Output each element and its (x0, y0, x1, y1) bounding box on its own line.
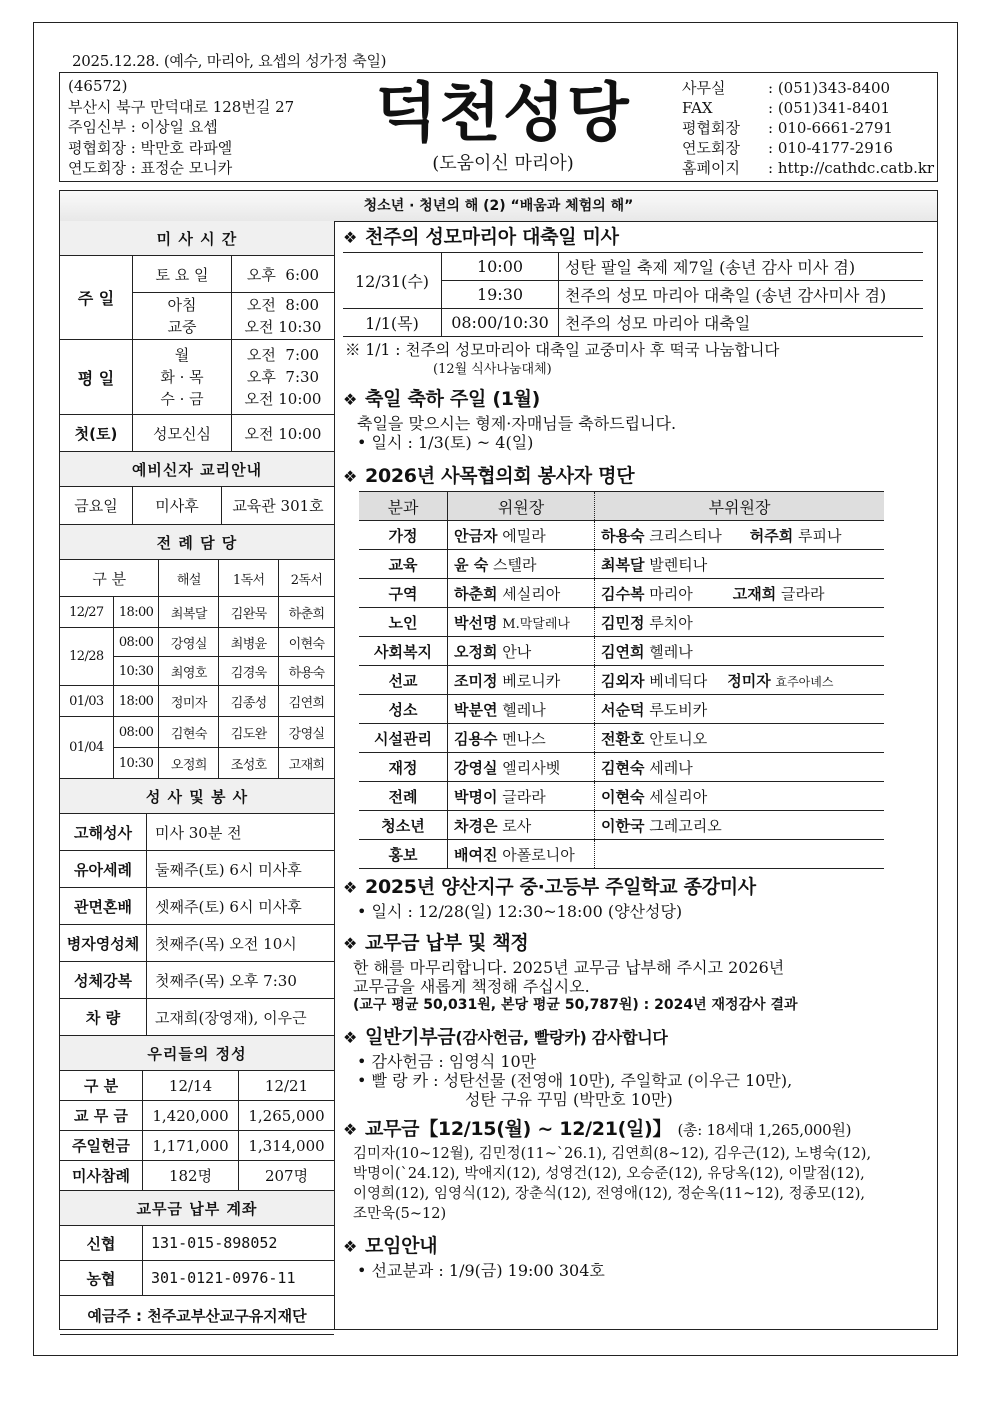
table-row: 01/03 18:00 정미자 김종성 김연희 (60, 686, 334, 717)
catechumen-table: 예비신자 교리안내 금요일 미사후 교육관 301호 (60, 452, 334, 525)
table-row: 가정 안금자 에밀라 하용숙 크리스티나 허주희 루피나 (359, 521, 884, 550)
section-title: 전 례 담 당 (60, 525, 334, 560)
section-tithe: ❖ 교무금 납부 및 책정 한 해를 마무리합니다. 2025년 교무금 납부해 주시고 2026년 교무금을 새롭게 책정해 주십시오. (교구 평균 50,031원, 본당 평균 50,787원) : 2024년 재정감사 결과 (343, 932, 798, 1013)
table-row: 관면혼배 셋째주(토) 6시 미사후 (60, 888, 334, 925)
mass-times-table: 미 사 시 간 주 일 토 요 일 오후 6:00 아침 교중 오전 8:00 오전 10:30 평 일 월 화 · 목 수 · 금 오전 7:00 오후 7:30 오전 10:00 첫(토) 성모신심 오전 10:00 (60, 221, 334, 452)
section-council-list: ❖ 2026년 사목협의회 봉사자 명단 분과 위원장 부위원장 가정 안금자 에밀라 하용숙 크리스티나 허주희 루피나 교육 윤 숙 스텔라 최복달 발렌티나 구역 하춘희 세실리아 김수복 마리아 고재희 글라라 노인 박선명 M.막달레나 김민정 루치아 사회복지 오정희 안나 김연희 헬레나 선교 조미정 베로니카 김외자 베네딕다 정미자 효주아녜스 성소 박분연 헬레나 서순덕 루도비카 시설관리 김용수 멘나스 전환호 안토니오 재정 강영실 엘리사벳 김현숙 세레나 전례 박명이 글라라 이현숙 세실리아 청소년 차경은 로사 이한국 그레고리오 홍보 배여진 아폴로니아 (343, 462, 937, 869)
parish-title-block (358, 75, 648, 175)
section-feast-day: ❖ 축일 축하 주일 (1월) 축일을 맞으시는 형제·자매님들 축하드립니다. • 일시 : 1/3(토) ~ 4(일) (343, 388, 677, 452)
table-row: 구역 하춘희 세실리아 김수복 마리아 고재희 글라라 (359, 579, 884, 608)
table-row: 농협 301-0121-0976-11 (60, 1261, 334, 1296)
liturgy-table: 전 례 담 당 구 분 해설 1독서 2독서 12/27 18:00 최복달 김완묵 하춘희 12/28 08:00 강영실 최병윤 이현숙 10:30 최영호 김경욱 하용숙 01/03 18:00 정미자 김종성 김연희 01/04 08:00 김현숙 김도완 강영실 10:30 오정희 조성호 고재희 (60, 525, 334, 779)
table-row: 선교 조미정 베로니카 김외자 베네딕다 정미자 효주아녜스 (359, 666, 884, 695)
table-row: 주일헌금 1,171,000 1,314,000 (60, 1131, 334, 1161)
weekday-label: 평 일 (60, 340, 133, 415)
section-tithe-list: ❖ 교무금【12/15(월) ~ 12/21(일)】 (총: 18세대 1,265,000원) 김미자(10~12월), 김민정(11~`26.1), 김연희(8~12), 김우근(12), 노병숙(12), 박명이(`24.12), 박애지(12), 성영건(12), 오승준(12), 유당옥(12), 이말점(12), 이영희(12), 임영식(12), 장춘식(12), 전영애(12), 정순옥(11~12), 정종모(12), 조만욱(5~12) (343, 1118, 872, 1222)
year-theme: 청소년 · 청년의 해 (2) “배움과 체험의 해” (60, 191, 937, 222)
table-row: 10:30 최영호 김경욱 하용숙 (60, 657, 334, 686)
contact-prayer: 연도회장 : 010-4177-2916 (682, 139, 893, 157)
section-donations: ❖ 일반기부금(감사헌금, 빨랑카) 감사합니다 • 감사헌금 : 임영식 10만 • 빨 랑 카 : 성탄선물 (전영애 10만), 주일학교 (이우근 10만), 성탄 구유 꾸밈 (박만호 10만) (343, 1026, 793, 1109)
date-line: 2025.12.28. (예수, 마리아, 요셉의 성가정 축일) (72, 52, 387, 70)
sunday-label: 주 일 (60, 256, 133, 340)
diamond-bullet-icon: ❖ (343, 1237, 358, 1256)
table-row: 차 량 고재희(장영재), 이우근 (60, 999, 334, 1036)
table-row: 고해성사 미사 30분 전 (60, 814, 334, 851)
account-holder: 예금주 : 천주교부산교구유지재단 (60, 1296, 334, 1335)
table-row: 1/1(목) 08:00/10:30 천주의 성모 마리아 대축일 (343, 309, 923, 337)
diamond-bullet-icon: ❖ (343, 1028, 358, 1047)
address: 부산시 북구 만덕대로 128번길 27 (68, 97, 295, 116)
council-table: 분과 위원장 부위원장 가정 안금자 에밀라 하용숙 크리스티나 허주희 루피나 교육 윤 숙 스텔라 최복달 발렌티나 구역 하춘희 세실리아 김수복 마리아 고재희 글라라 노인 박선명 M.막달레나 김민정 루치아 사회복지 오정희 안나 김연희 헬레나 선교 조미정 베로니카 김외자 베네딕다 정미자 효주아녜스 성소 박분연 헬레나 서순덕 루도비카 시설관리 김용수 멘나스 전환호 안토니오 재정 강영실 엘리사벳 김현숙 세레나 전례 박명이 글라라 이현숙 세실리아 청소년 차경은 로사 이한국 그레고리오 홍보 배여진 아폴로니아 (359, 491, 884, 869)
accounts-table (60, 1191, 334, 1335)
table-row: 01/04 08:00 김현숙 김도완 강영실 (60, 717, 334, 748)
contact-fax: FAX : (051)341-8401 (682, 99, 891, 117)
account-number[interactable]: 131-015-898052 (143, 1226, 335, 1261)
left-column (60, 221, 335, 1329)
diamond-bullet-icon: ❖ (343, 934, 358, 953)
section-mary-feast: ❖ 천주의 성모마리아 대축일 미사 12/31(수) 10:00 성탄 팔일 축제 제7일 (송년 감사 미사 겸) 19:30 천주의 성모 마리아 대축일 (송년 감사미사 겸) 1/1(목) 08:00/10:30 천주의 성모 마리아 대축일 ※ 1/1 : 천주의 성모마리아 대축일 교중미사 후 떡국 나눔합니다 (12월 식사나눔대체) (343, 223, 937, 379)
section-title: 성 사 및 봉 사 (60, 779, 334, 814)
table-row: 청소년 차경은 로사 이한국 그레고리오 (359, 811, 884, 840)
parish-info (68, 76, 294, 179)
table-row: 홍보 배여진 아폴로니아 (359, 840, 884, 869)
bulletin-header (59, 72, 938, 182)
section-meetings: ❖ 모임안내 • 선교분과 : 1/9(금) 19:00 304호 (343, 1235, 605, 1280)
table-row: 시설관리 김용수 멘나스 전환호 안토니오 (359, 724, 884, 753)
table-row: 10:30 오정희 조성호 고재희 (60, 748, 334, 779)
table-row: 교 무 금 1,420,000 1,265,000 (60, 1101, 334, 1131)
postal-code: (46572) (68, 77, 128, 95)
sacraments-table (60, 779, 334, 1036)
section-title: 우리들의 정성 (60, 1036, 334, 1071)
diamond-bullet-icon: ❖ (343, 390, 358, 409)
section-title: 미 사 시 간 (60, 221, 334, 256)
table-row: 사회복지 오정희 안나 김연희 헬레나 (359, 637, 884, 666)
diamond-bullet-icon: ❖ (343, 1120, 358, 1139)
account-number[interactable]: 301-0121-0976-11 (143, 1261, 335, 1296)
parish-patron: (도움이신 마리아) (432, 153, 574, 174)
council-president: 평협회장 : 박만호 라파엘 (68, 138, 233, 157)
table-row: 성소 박분연 헬레나 서순덕 루도비카 (359, 695, 884, 724)
diamond-bullet-icon: ❖ (343, 878, 358, 897)
table-row: 교육 윤 숙 스텔라 최복달 발렌티나 (359, 550, 884, 579)
parish-name: 덕천성당 (375, 77, 631, 151)
table-row: 19:30 천주의 성모 마리아 대축일 (송년 감사미사 겸) (343, 281, 923, 309)
table-row: 유아세례 둘째주(토) 6시 미사후 (60, 851, 334, 888)
section-sunday-school-mass: ❖ 2025년 양산지구 중·고등부 주일학교 종강미사 • 일시 : 12/28(일) 12:30~18:00 (양산성당) (343, 876, 756, 921)
diamond-bullet-icon: ❖ (343, 467, 358, 486)
table-row: 신협 131-015-898052 (60, 1226, 334, 1261)
section-title: 교무금 납부 계좌 (60, 1191, 334, 1226)
contact-info (682, 78, 934, 178)
table-row: 병자영성체 첫째주(목) 오전 10시 (60, 925, 334, 962)
table-row: 재정 강영실 엘리사벳 김현숙 세레나 (359, 753, 884, 782)
feast-mass-table (343, 252, 923, 337)
contact-homepage: 홈페이지 : http://cathdc.catb.kr (682, 159, 935, 177)
table-row: 전례 박명이 글라라 이현숙 세실리아 (359, 782, 884, 811)
table-row: 성체강복 첫째주(목) 오후 7:30 (60, 962, 334, 999)
homepage-link[interactable]: : http://cathdc.catb.kr (768, 159, 935, 177)
contact-council: 평협회장 : 010-6661-2791 (682, 119, 893, 137)
bulletin-body (59, 190, 938, 1330)
pastor: 주임신부 : 이상일 요셉 (68, 118, 218, 136)
table-row: 12/28 08:00 강영실 최병윤 이현숙 (60, 628, 334, 657)
prayer-president: 연도회장 : 표정순 모니카 (68, 159, 233, 177)
diamond-bullet-icon: ❖ (343, 228, 358, 247)
table-row: 미사참례 182명 207명 (60, 1161, 334, 1191)
section-title: 예비신자 교리안내 (60, 452, 334, 487)
right-column (335, 221, 937, 1329)
table-row: 노인 박선명 M.막달레나 김민정 루치아 (359, 608, 884, 637)
offerings-table: 우리들의 정성 구 분 12/14 12/21 교 무 금 1,420,000 1,265,000 주일헌금 1,171,000 1,314,000 미사참례 182명 207명 (60, 1036, 334, 1191)
contact-office: 사무실 : (051)343-8400 (682, 79, 891, 97)
table-row: 12/31(수) 10:00 성탄 팔일 축제 제7일 (송년 감사 미사 겸) (343, 253, 923, 281)
table-row: 12/27 18:00 최복달 김완묵 하춘희 (60, 597, 334, 628)
